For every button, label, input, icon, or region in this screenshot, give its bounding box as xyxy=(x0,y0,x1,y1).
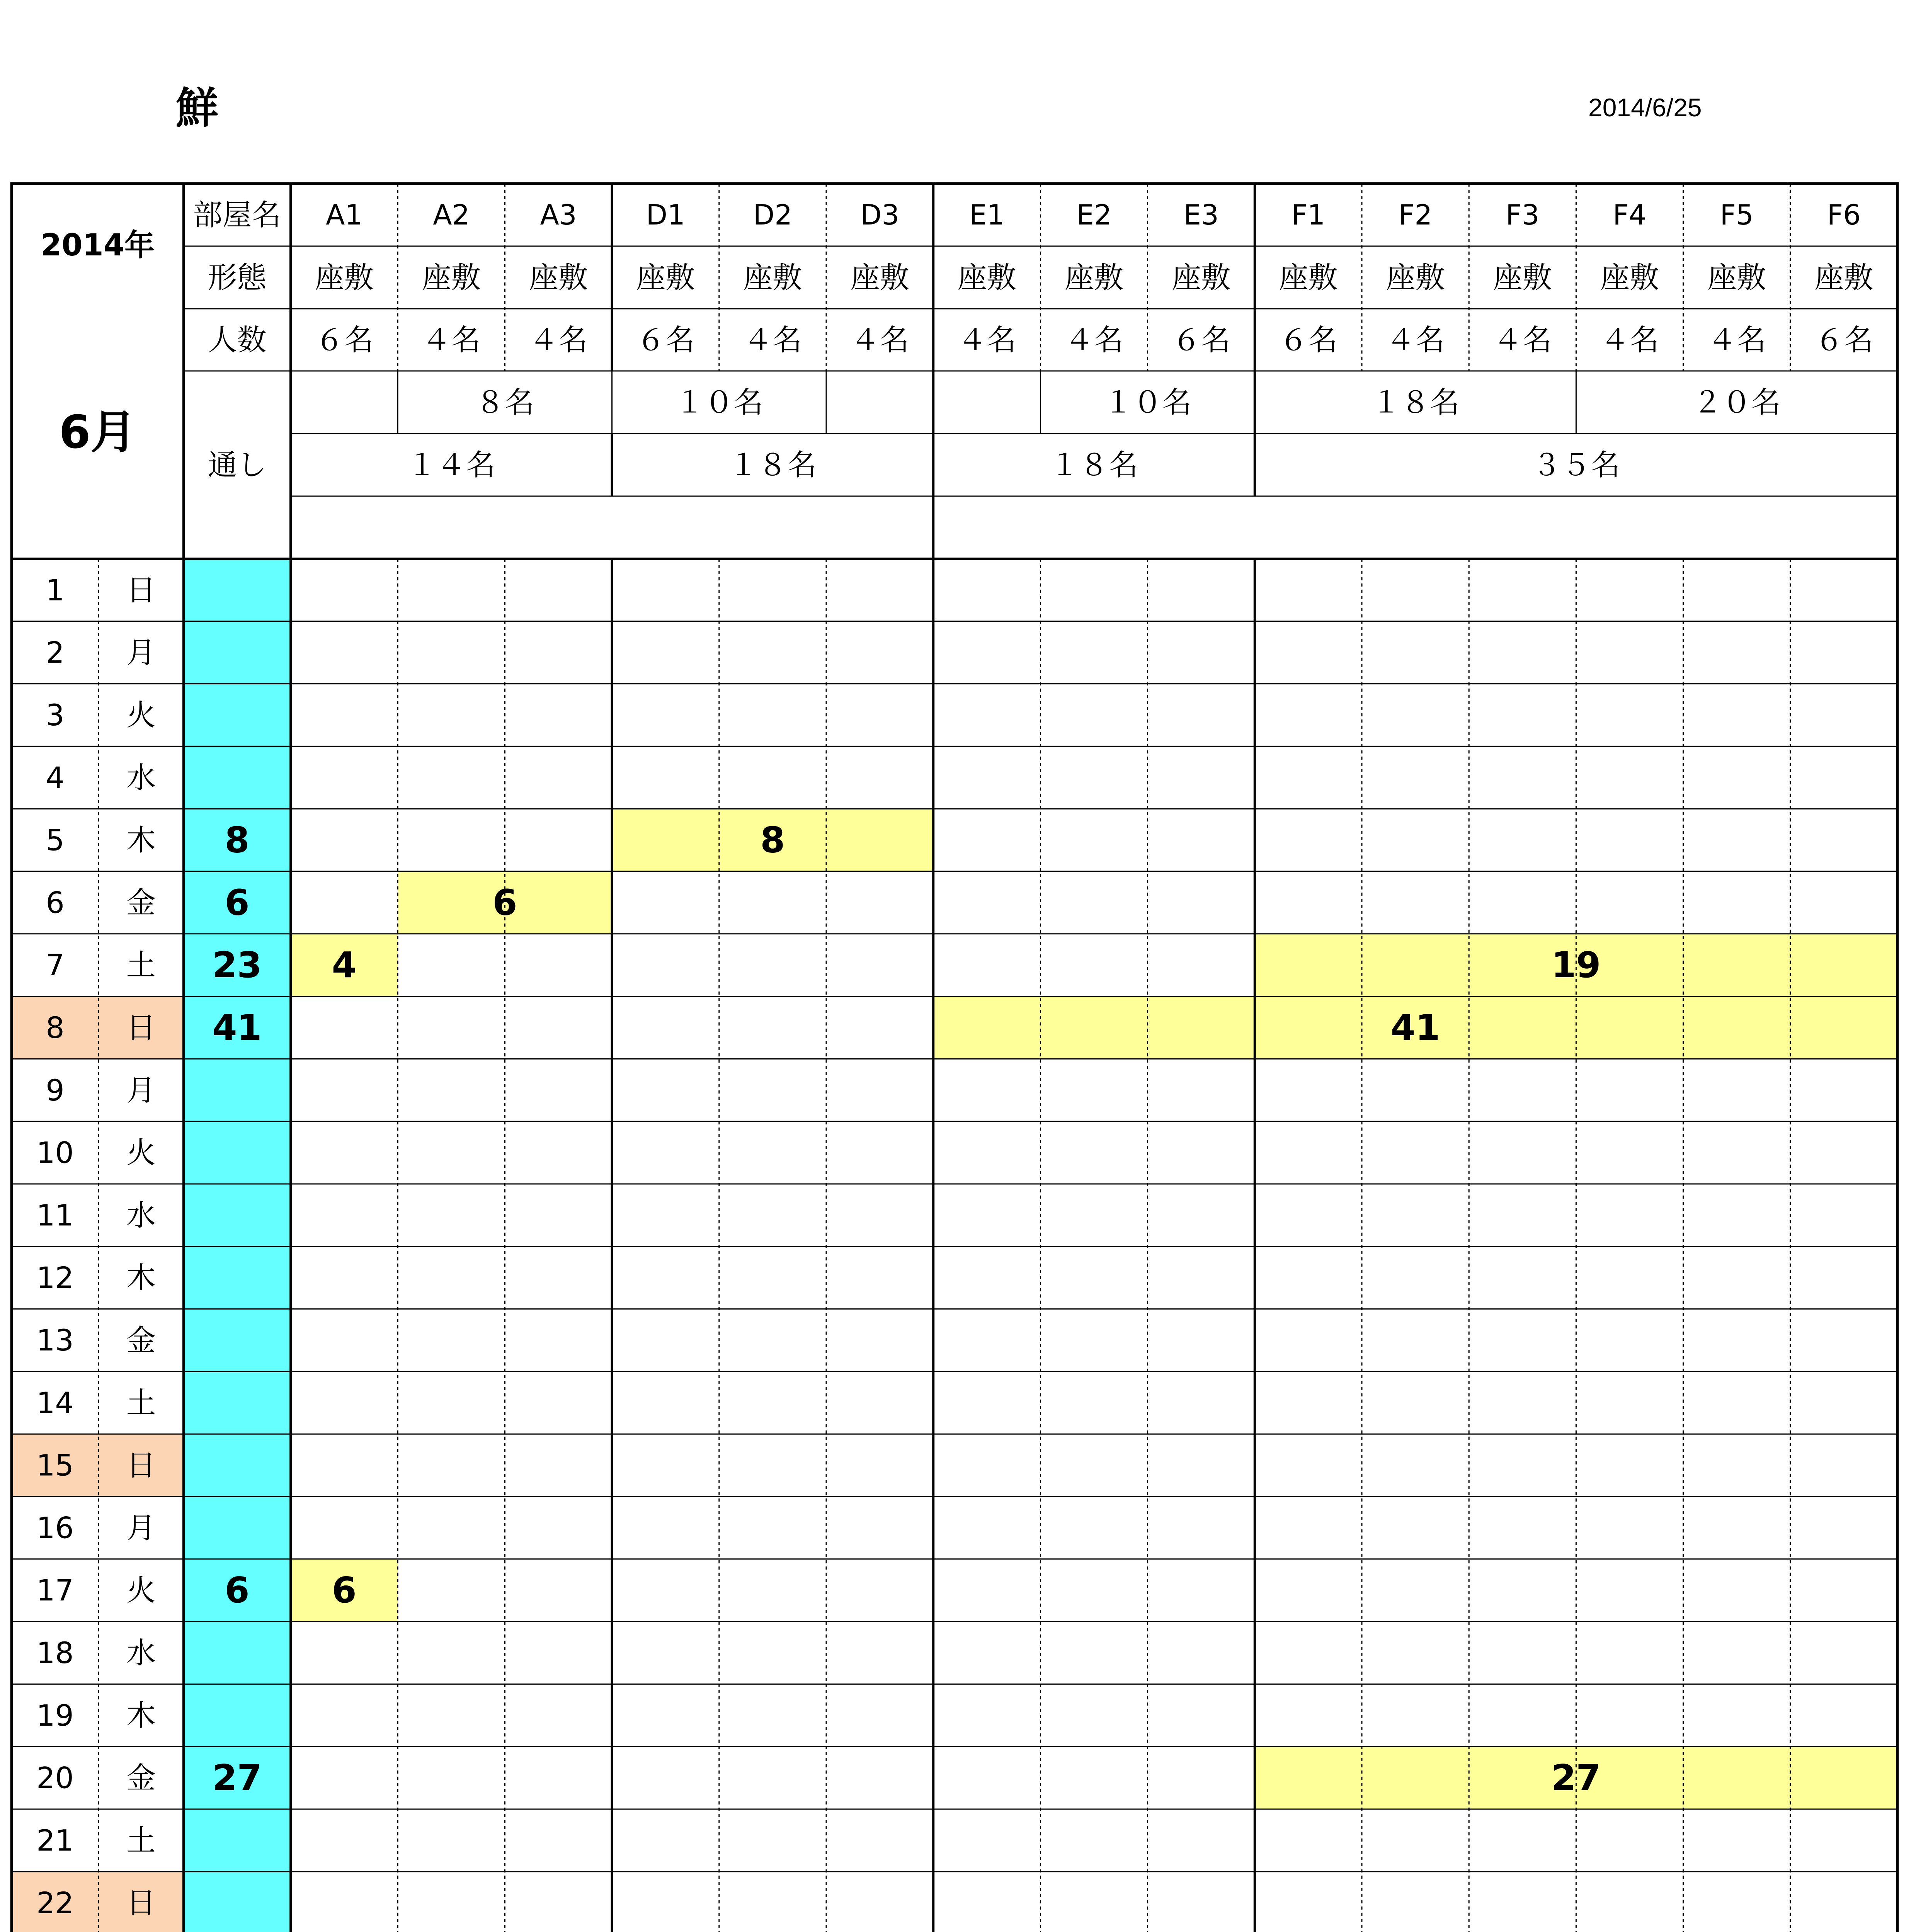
weekday: 水 xyxy=(126,760,156,795)
weekday: 金 xyxy=(126,1323,156,1357)
weekday: 金 xyxy=(126,1760,156,1795)
room-capacity: ６名 xyxy=(636,323,695,357)
weekday: 火 xyxy=(126,698,156,732)
month-label: 6月 xyxy=(59,405,136,459)
day-number: 22 xyxy=(36,1886,74,1920)
combined-capacity: ３５名 xyxy=(1532,447,1620,482)
weekday: 日 xyxy=(126,1448,156,1483)
day-number: 1 xyxy=(46,573,65,607)
room-capacity: ６名 xyxy=(1279,323,1338,357)
room-name: D3 xyxy=(860,199,900,231)
weekday: 土 xyxy=(126,1385,156,1420)
room-name: F6 xyxy=(1827,199,1861,231)
day-number: 18 xyxy=(36,1636,74,1670)
day-number: 9 xyxy=(46,1073,65,1107)
room-capacity: ６名 xyxy=(1814,323,1873,357)
room-name: A3 xyxy=(540,199,577,231)
room-row-label: 部屋名 xyxy=(193,197,281,232)
combined-capacity: １８名 xyxy=(1371,385,1460,420)
combined-capacity: １８名 xyxy=(1050,447,1138,482)
day-number: 16 xyxy=(36,1510,74,1545)
weekday: 日 xyxy=(126,1886,156,1920)
booking-count: 6 xyxy=(332,1570,357,1611)
booking-count: 6 xyxy=(492,882,517,923)
day-number: 6 xyxy=(46,885,65,920)
room-type: 座敷 xyxy=(957,260,1016,295)
day-number: 10 xyxy=(36,1135,74,1170)
room-name: F2 xyxy=(1398,199,1433,231)
weekday: 火 xyxy=(126,1135,156,1170)
weekday: 木 xyxy=(126,1698,156,1733)
room-capacity: ４名 xyxy=(957,323,1016,357)
room-type: 座敷 xyxy=(1386,260,1445,295)
room-capacity: ４名 xyxy=(1065,323,1123,357)
room-type: 座敷 xyxy=(850,260,909,295)
sunday-row-fill xyxy=(12,997,184,1059)
weekday: 水 xyxy=(126,1198,156,1233)
day-total: 23 xyxy=(212,944,262,986)
day-number: 5 xyxy=(46,823,65,857)
room-capacity: ４名 xyxy=(1707,323,1766,357)
room-name: F1 xyxy=(1291,199,1326,231)
day-number: 13 xyxy=(36,1323,74,1357)
type-row-label: 形態 xyxy=(208,260,267,295)
room-type: 座敷 xyxy=(529,260,588,295)
weekday: 土 xyxy=(126,1823,156,1858)
room-type: 座敷 xyxy=(1814,260,1873,295)
day-number: 15 xyxy=(36,1448,74,1483)
day-total: 6 xyxy=(225,1570,250,1611)
booking-count: 27 xyxy=(1551,1757,1601,1799)
room-capacity: ４名 xyxy=(743,323,802,357)
combined-capacity: １８名 xyxy=(728,447,817,482)
day-number: 14 xyxy=(36,1385,74,1420)
day-number: 20 xyxy=(36,1760,74,1795)
room-type: 座敷 xyxy=(1493,260,1552,295)
weekday: 月 xyxy=(126,1073,156,1107)
room-capacity: ４名 xyxy=(1493,323,1552,357)
print-date: 2014/6/25 xyxy=(1588,93,1702,122)
weekday: 火 xyxy=(126,1573,156,1608)
booking-count: 8 xyxy=(760,819,785,861)
room-name: A1 xyxy=(326,199,363,231)
combined-capacity: １０名 xyxy=(1103,385,1192,420)
total-column-fill xyxy=(184,559,291,1932)
room-type: 座敷 xyxy=(315,260,374,295)
room-capacity: ４名 xyxy=(529,323,588,357)
year-label: 2014年 xyxy=(40,228,155,263)
day-number: 7 xyxy=(46,948,65,983)
weekday: 土 xyxy=(126,948,156,983)
day-number: 21 xyxy=(36,1823,74,1858)
room-capacity: ６名 xyxy=(315,323,374,357)
room-name: D1 xyxy=(646,199,685,231)
room-capacity: ６名 xyxy=(1172,323,1231,357)
day-total: 41 xyxy=(212,1007,262,1048)
day-total: 6 xyxy=(225,882,250,923)
day-number: 12 xyxy=(36,1260,74,1295)
weekday: 日 xyxy=(126,1010,156,1045)
day-number: 4 xyxy=(46,760,65,795)
room-name: E1 xyxy=(969,199,1005,231)
room-capacity: ４名 xyxy=(1600,323,1659,357)
day-number: 3 xyxy=(46,698,65,732)
room-type: 座敷 xyxy=(1172,260,1231,295)
booking-count: 19 xyxy=(1551,944,1601,986)
weekday: 月 xyxy=(126,1510,156,1545)
room-name: E3 xyxy=(1183,199,1219,231)
combined-row-label: 通し xyxy=(208,447,267,482)
booking-count: 41 xyxy=(1390,1007,1440,1048)
room-type: 座敷 xyxy=(743,260,802,295)
day-number: 8 xyxy=(46,1010,65,1045)
day-total: 27 xyxy=(212,1757,262,1799)
weekday: 月 xyxy=(126,635,156,670)
room-name: D2 xyxy=(753,199,793,231)
room-capacity: ４名 xyxy=(422,323,481,357)
room-type: 座敷 xyxy=(1279,260,1338,295)
weekday: 金 xyxy=(126,885,156,920)
room-name: F3 xyxy=(1506,199,1540,231)
room-capacity: ４名 xyxy=(850,323,909,357)
day-number: 11 xyxy=(36,1198,74,1233)
booking-count: 4 xyxy=(332,944,357,986)
room-capacity: ４名 xyxy=(1386,323,1445,357)
weekday: 水 xyxy=(126,1636,156,1670)
room-name: E2 xyxy=(1076,199,1112,231)
day-number: 2 xyxy=(46,635,65,670)
day-number: 17 xyxy=(36,1573,74,1608)
day-total: 8 xyxy=(225,819,250,861)
room-type: 座敷 xyxy=(1065,260,1123,295)
room-type: 座敷 xyxy=(1600,260,1659,295)
weekday: 木 xyxy=(126,1260,156,1295)
weekday: 日 xyxy=(126,573,156,607)
room-name: F4 xyxy=(1613,199,1647,231)
room-type: 座敷 xyxy=(422,260,481,295)
combined-capacity: １４名 xyxy=(407,447,495,482)
combined-capacity: ８名 xyxy=(475,385,534,420)
room-name: A2 xyxy=(433,199,470,231)
weekday: 木 xyxy=(126,823,156,857)
combined-capacity: ２０名 xyxy=(1693,385,1781,420)
day-number: 19 xyxy=(36,1698,74,1733)
room-type: 座敷 xyxy=(636,260,695,295)
page-title: 鮮 xyxy=(176,83,218,133)
room-name: F5 xyxy=(1720,199,1754,231)
combined-capacity: １０名 xyxy=(675,385,763,420)
capacity-row-label: 人数 xyxy=(208,323,267,357)
room-type: 座敷 xyxy=(1707,260,1766,295)
